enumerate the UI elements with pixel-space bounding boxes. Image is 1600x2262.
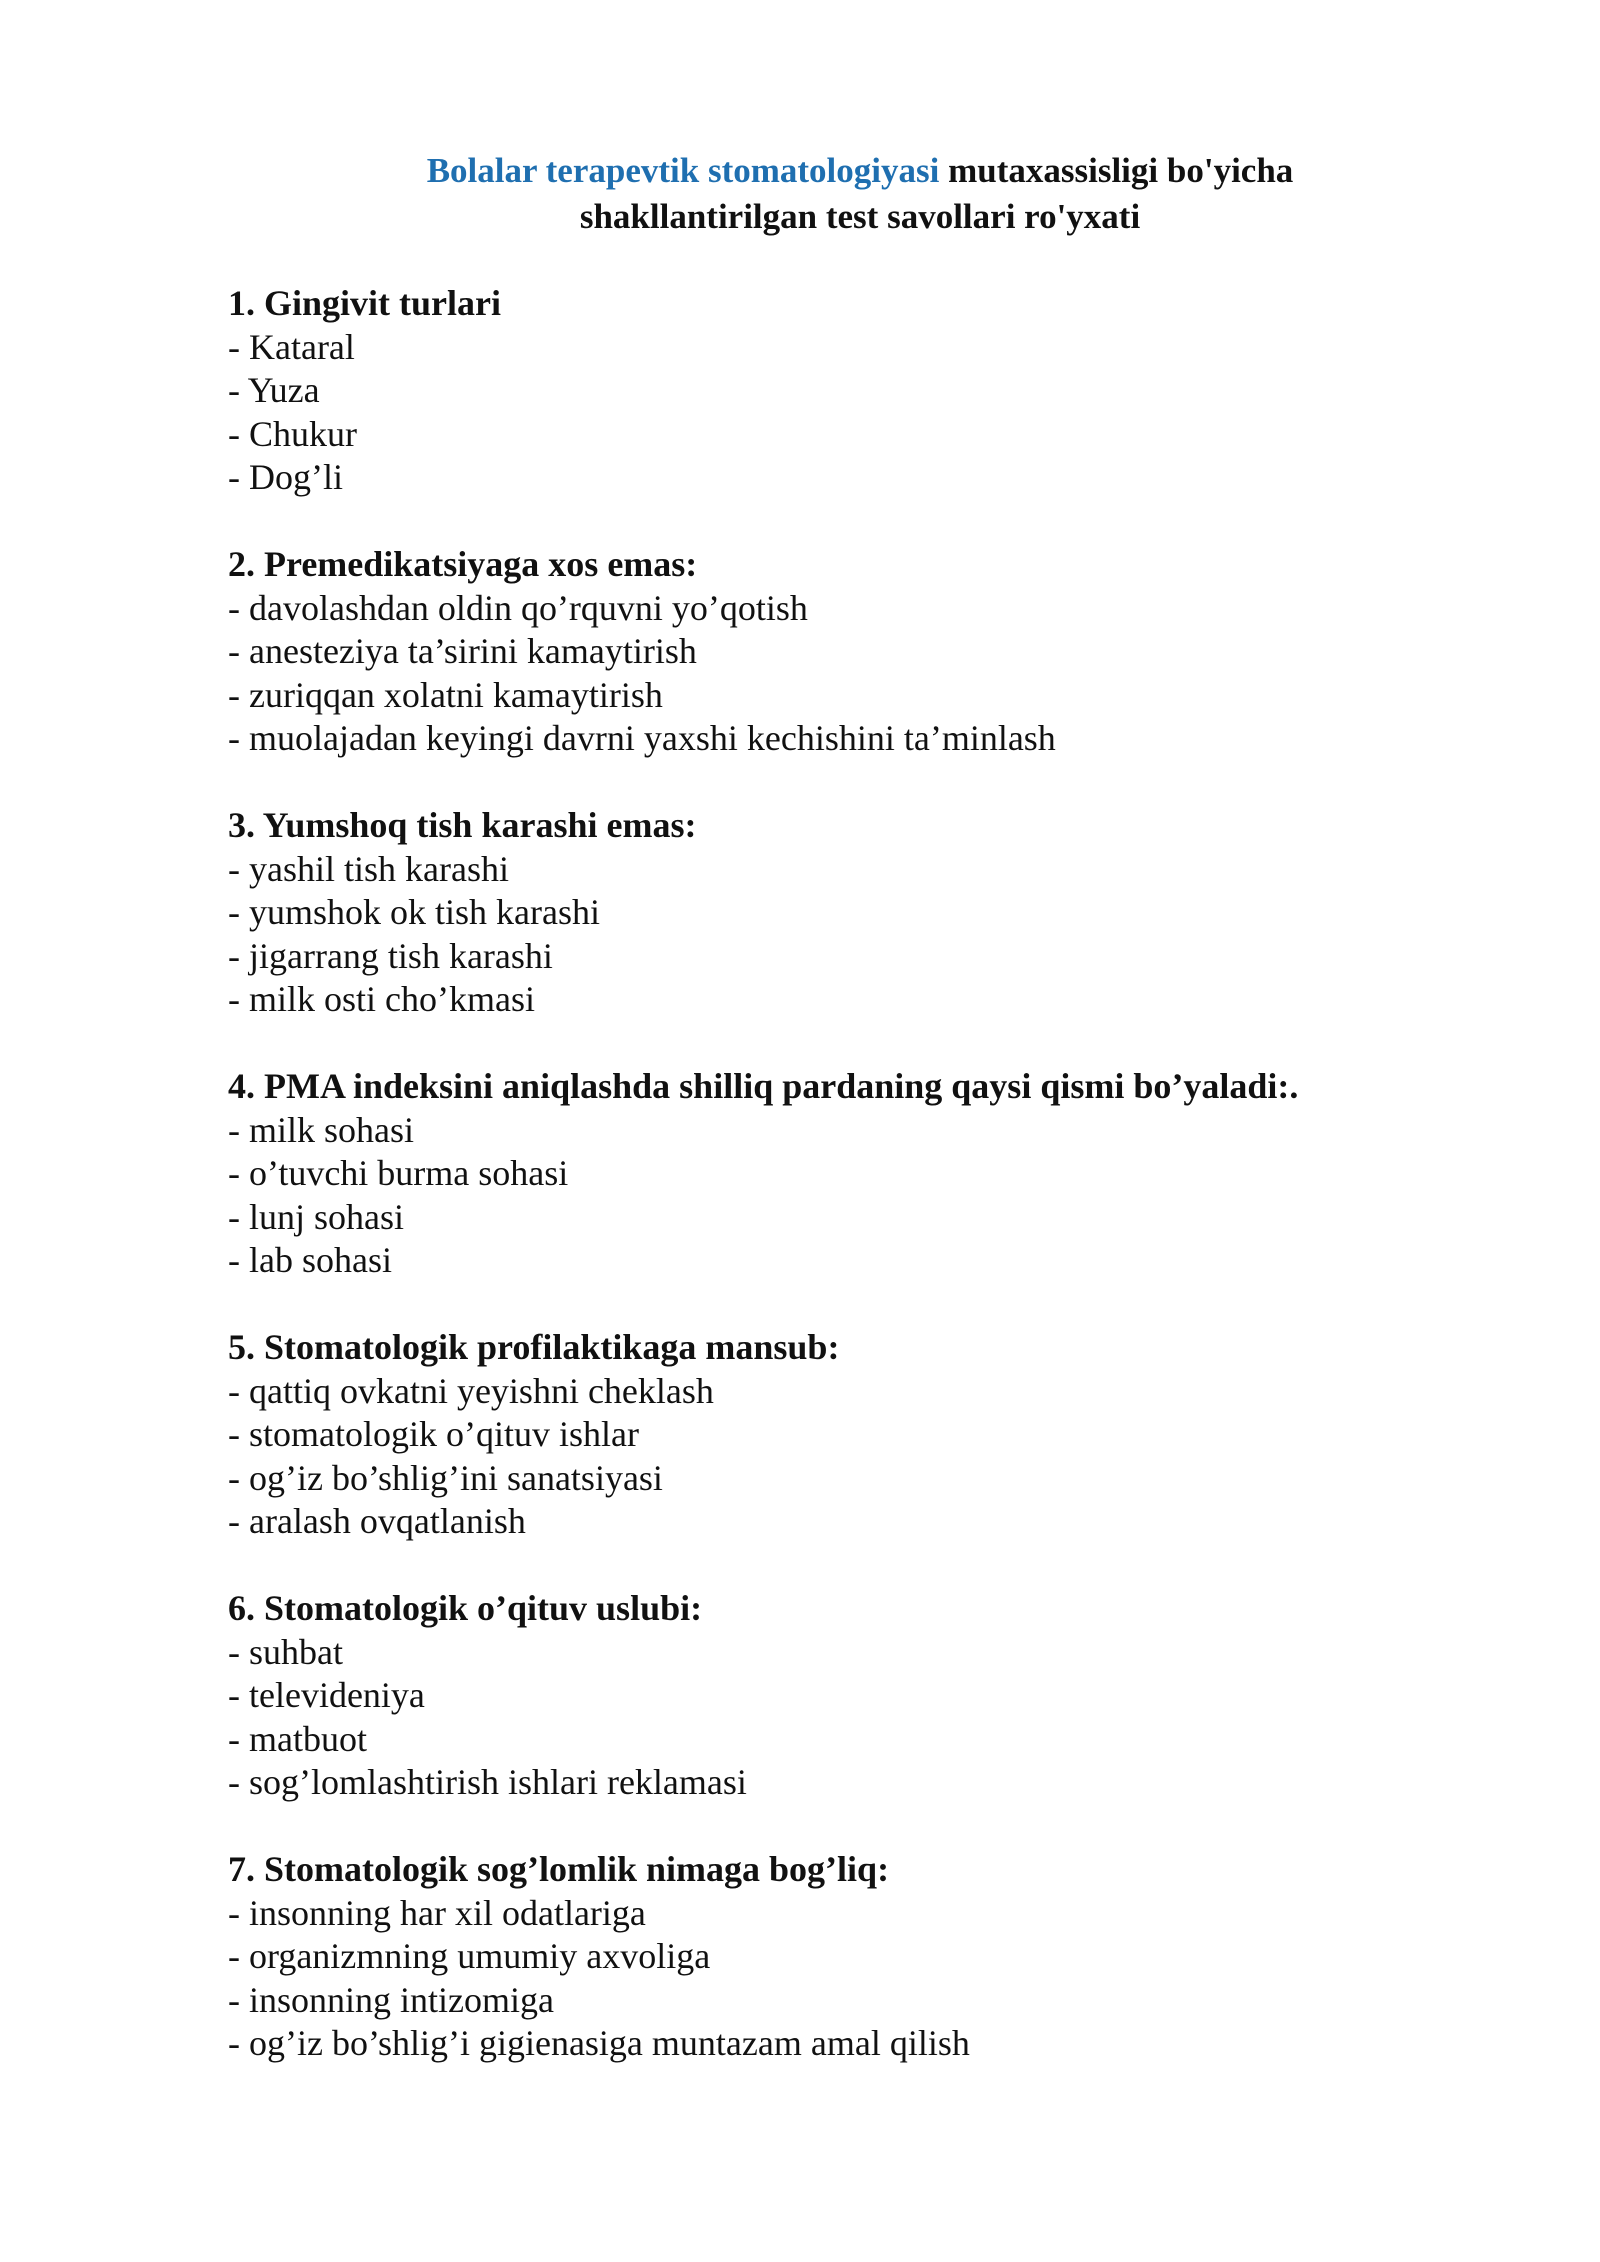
question-title: 6. Stomatologik o’qituv uslubi: — [228, 1588, 703, 1628]
option-item: - televideniya — [228, 1675, 425, 1715]
option-item: - jigarrang tish karashi — [228, 935, 553, 976]
option-item: - davolashdan oldin qo’rquvni yo’qotish — [228, 587, 808, 628]
option-item: - milk sohasi — [228, 1109, 414, 1150]
option-item: - yumshok ok tish karashi — [228, 892, 600, 932]
option-item: - Dog’li — [228, 457, 343, 497]
option-item: - muolajadan keyingi davrni yaxshi kechishini ta’minlash — [228, 718, 1056, 758]
option-item: - stomatologik o’qituv ishlar — [228, 1414, 639, 1454]
question-title: 4. PMA indeksini aniqlashda shilliq pardaning qaysi qismi bo’yaladi:. — [228, 1066, 1299, 1106]
option-item: - insonning har xil odatlariga — [228, 1892, 646, 1933]
option-list — [228, 1892, 1528, 2066]
question-5 — [228, 1326, 1528, 1544]
option-item: - Chukur — [228, 413, 357, 454]
option-list — [228, 848, 1528, 1022]
question-title: 5. Stomatologik profilaktikaga mansub: — [228, 1327, 840, 1367]
option-item: - lab sohasi — [228, 1240, 392, 1280]
option-list — [228, 1370, 1528, 1544]
question-title: 1. Gingivit turlari — [228, 283, 501, 323]
option-item: - Yuza — [228, 370, 320, 410]
option-item: - sog’lomlashtirish ishlari reklamasi — [228, 1762, 747, 1802]
option-item: - Kataral — [228, 326, 355, 367]
option-list — [228, 326, 1528, 500]
question-title: 3. Yumshoq tish karashi emas: — [228, 805, 697, 845]
option-list — [228, 587, 1528, 761]
option-item: - lunj sohasi — [228, 1196, 404, 1237]
option-item: - o’tuvchi burma sohasi — [228, 1153, 569, 1193]
question-6 — [228, 1587, 1528, 1805]
option-item: - suhbat — [228, 1631, 343, 1672]
option-item: - insonning intizomiga — [228, 1979, 554, 2020]
header-line-2: shakllantirilgan test savollari ro'yxati — [579, 197, 1141, 236]
option-item: - zuriqqan xolatni kamaytirish — [228, 674, 663, 715]
option-item: - og’iz bo’shlig’ini sanatsiyasi — [228, 1457, 663, 1498]
option-item: - organizmning umumiy axvoliga — [228, 1936, 711, 1976]
question-1 — [228, 282, 1528, 500]
header-title-accent: Bolalar terapevtik stomatologiyasi — [426, 151, 940, 190]
document-header — [0, 148, 1600, 240]
option-item: - matbuot — [228, 1718, 367, 1759]
option-item: - aralash ovqatlanish — [228, 1501, 526, 1541]
question-title: 2. Premedikatsiyaga xos emas: — [228, 544, 698, 584]
option-list — [228, 1109, 1528, 1283]
question-title: 7. Stomatologik sog’lomlik nimaga bog’liq: — [228, 1849, 890, 1889]
header-title-rest: mutaxassisligi bo'yicha — [939, 151, 1294, 190]
question-7 — [228, 1848, 1528, 2066]
header-line-1 — [0, 148, 1600, 194]
question-2 — [228, 543, 1528, 761]
option-item: - anesteziya ta’sirini kamaytirish — [228, 631, 697, 671]
question-list — [228, 282, 1528, 2109]
option-item: - milk osti cho’kmasi — [228, 979, 535, 1019]
option-item: - og’iz bo’shlig’i gigienasiga muntazam amal qilish — [228, 2023, 970, 2063]
option-item: - qattiq ovkatni yeyishni cheklash — [228, 1370, 714, 1411]
option-item: - yashil tish karashi — [228, 848, 509, 889]
question-4 — [228, 1065, 1528, 1283]
option-list — [228, 1631, 1528, 1805]
question-3 — [228, 804, 1528, 1022]
